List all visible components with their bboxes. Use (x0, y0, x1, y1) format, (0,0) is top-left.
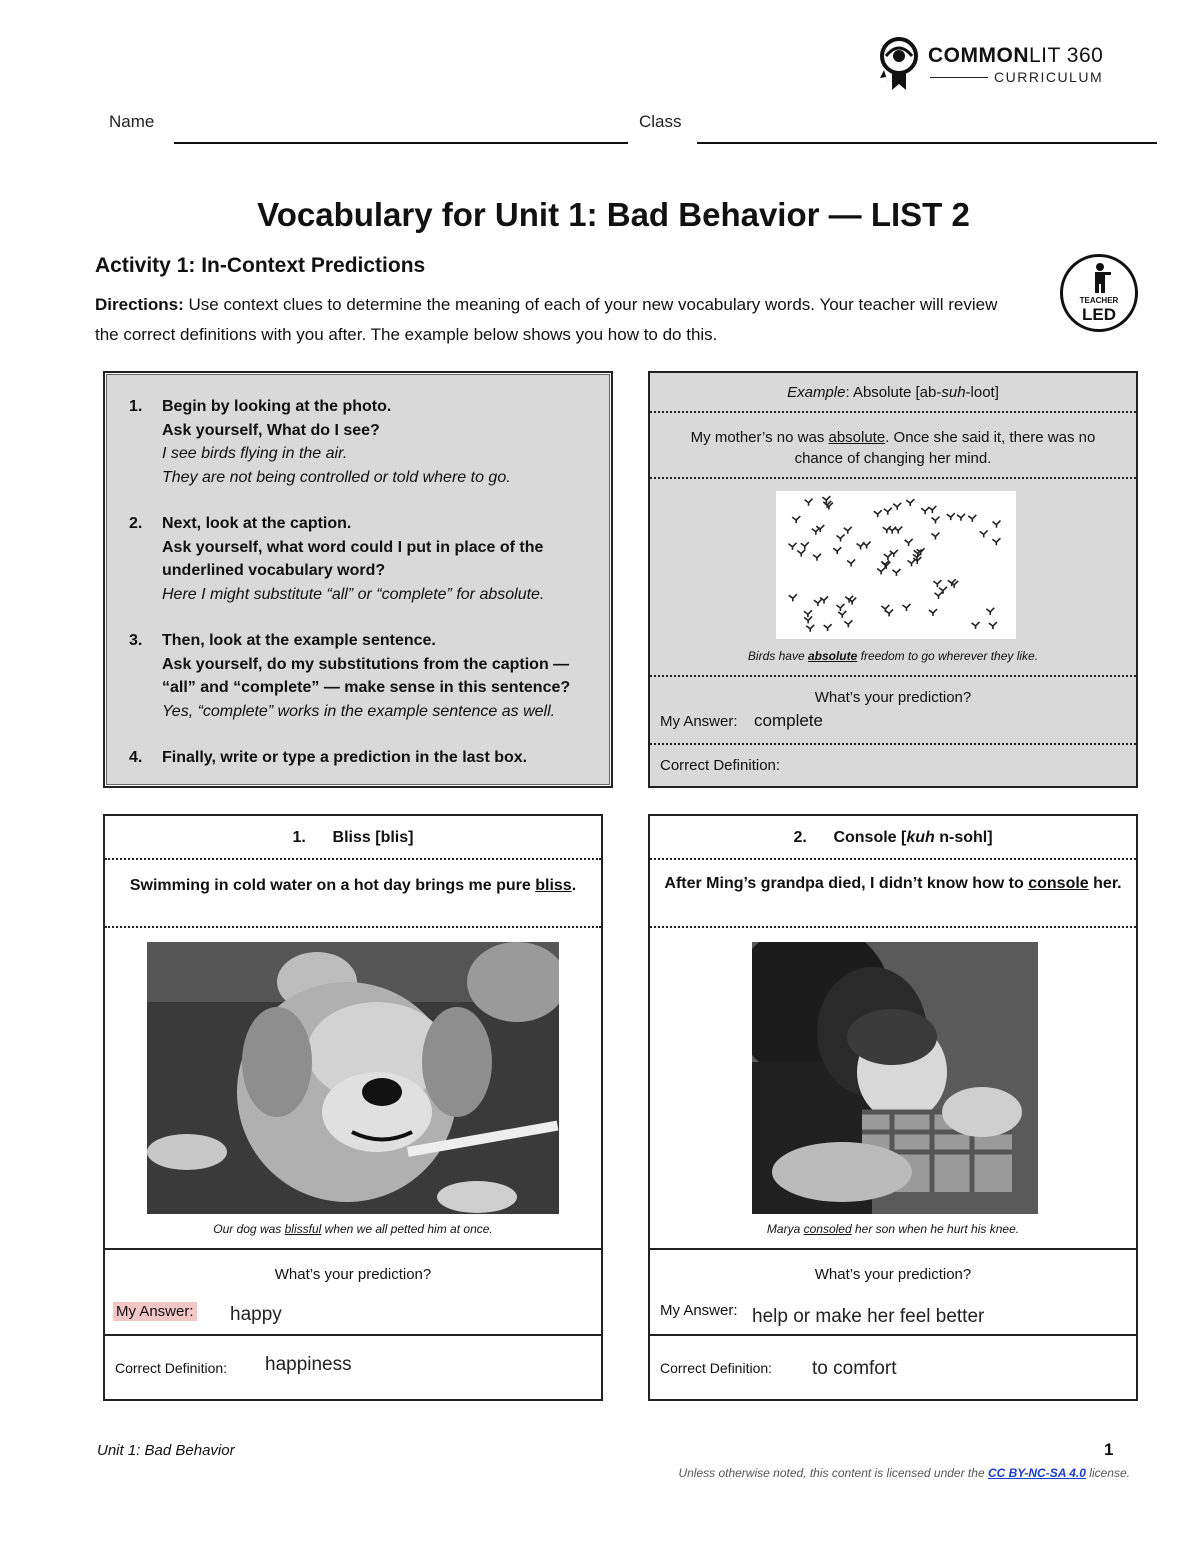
bliss-sentence-word: bliss (535, 877, 572, 894)
bliss-caption-pre: Our dog was (213, 1222, 285, 1236)
bird-silhouette (893, 503, 901, 510)
name-label: Name (109, 112, 155, 131)
bliss-definition-value[interactable]: happiness (265, 1354, 352, 1375)
console-word-a: Console [ (833, 829, 907, 846)
console-word-b: n-sohl] (934, 829, 993, 846)
example-caption (650, 649, 1136, 663)
console-caption (650, 1222, 1136, 1236)
vocab-card-bliss (103, 814, 603, 1401)
console-definition-label: Correct Definition: (660, 1360, 773, 1376)
example-prediction-row (650, 677, 1136, 745)
instruction-line: Here I might substitute “all” or “complete” for absolute. (162, 585, 545, 603)
instruction-line: Then, look at the example sentence. (162, 632, 436, 649)
bliss-caption-word: blissful (284, 1222, 322, 1236)
console-caption-post: her son when he hurt his knee. (851, 1222, 1020, 1236)
directions-text: Use context clues to determine the meaning of each of your new vocabulary words. Your teacher will review the correct definitions with you after. The example below shows you how to do this. (95, 295, 998, 344)
license-note (610, 1466, 1130, 1480)
example-sentence-word: absolute (828, 429, 886, 446)
bird-silhouette (929, 609, 937, 616)
bird-silhouette (986, 608, 994, 615)
instruction-line: underlined vocabulary word? (162, 562, 386, 579)
bird-silhouette (789, 543, 797, 550)
bird-silhouette (824, 624, 832, 631)
bliss-word: Bliss [blis] (332, 829, 414, 846)
bird-silhouette (905, 539, 913, 546)
bird-silhouette (884, 553, 892, 560)
bird-silhouette (931, 517, 939, 524)
bliss-prediction-label: What’s your prediction? (274, 1266, 432, 1283)
instruction-line: Ask yourself, What do I see? (162, 421, 380, 439)
birds-photo (776, 491, 1016, 639)
bliss-sentence (105, 860, 601, 928)
bird-silhouette (947, 513, 955, 520)
example-definition-row (650, 745, 1136, 786)
teacher-figure-icon (1088, 262, 1112, 294)
bliss-sentence-post: . (571, 877, 577, 894)
bird-silhouette (992, 538, 1000, 545)
bird-silhouette (814, 599, 822, 606)
example-caption-post: freedom to go wherever they like. (857, 649, 1039, 663)
logo-wordmark (928, 44, 1103, 68)
bliss-answer-label: My Answer: (113, 1302, 197, 1321)
instruction-line: Ask yourself, what word could I put in place of the (162, 538, 544, 556)
instruction-line: Yes, “complete” works in the example sentence as well. (162, 702, 556, 720)
bird-silhouette (885, 609, 893, 616)
bliss-number: 1. (292, 829, 306, 846)
bird-silhouette (980, 530, 988, 537)
bird-silhouette (804, 610, 812, 617)
console-definition-value[interactable]: to comfort (812, 1358, 897, 1379)
instruction-number: 1. (129, 398, 143, 415)
bird-silhouette (844, 620, 852, 627)
example-sentence-post: . Once she said it, there was no chance of changing her mind. (794, 429, 1096, 467)
bird-silhouette (877, 568, 885, 575)
bird-silhouette (939, 587, 947, 594)
license-pre: Unless otherwise noted, this content is licensed under the (678, 1466, 988, 1480)
logo-common: COMMON (928, 44, 1029, 67)
example-answer-value[interactable]: complete (754, 711, 823, 730)
instruction-line: I see birds flying in the air. (162, 445, 348, 462)
page-number: 1 (1104, 1440, 1114, 1459)
bliss-answer-value[interactable]: happy (230, 1304, 282, 1325)
example-card (648, 371, 1138, 788)
bird-silhouette (789, 594, 797, 601)
bird-silhouette (989, 622, 997, 629)
console-answer-label: My Answer: (660, 1302, 738, 1319)
bird-silhouette (838, 611, 846, 618)
instruction-number: 2. (129, 515, 143, 532)
console-sentence-post: her. (1088, 875, 1122, 892)
license-post: license. (1085, 1466, 1130, 1480)
instruction-line: Next, look at the caption. (162, 515, 352, 532)
bird-silhouette (921, 507, 929, 514)
example-sentence-pre: My mother’s no was (690, 429, 829, 446)
console-caption-word: consoled (803, 1222, 852, 1236)
bird-silhouette (792, 516, 800, 523)
example-caption-word: absolute (807, 649, 858, 663)
example-caption-pre: Birds have (747, 649, 808, 663)
bird-silhouette (892, 569, 900, 576)
bird-silhouette (837, 534, 845, 541)
console-word-i: kuh (906, 829, 935, 846)
name-field[interactable] (174, 142, 628, 144)
bird-silhouette (874, 510, 882, 517)
instruction-line: Finally, write or type a prediction in the last box. (162, 749, 528, 766)
bird-silhouette (844, 527, 852, 534)
example-definition-label: Correct Definition: (660, 757, 781, 774)
mother-son-photo (752, 942, 1038, 1214)
bird-silhouette (847, 559, 855, 566)
console-prediction-row (650, 1250, 1136, 1336)
bird-silhouette (833, 547, 841, 554)
bliss-prediction-row (105, 1250, 601, 1336)
instruction-line: “all” and “complete” — make sense in this sentence? (162, 679, 571, 696)
bird-silhouette (813, 554, 821, 561)
console-caption-pre: Marya (766, 1222, 804, 1236)
bird-silhouette (972, 622, 980, 629)
console-answer-value[interactable]: help or make her feel better (752, 1306, 985, 1327)
console-sentence (650, 860, 1136, 928)
bird-silhouette (906, 499, 914, 506)
example-word-suh: suh (941, 384, 966, 401)
console-definition-row (650, 1336, 1136, 1399)
bird-silhouette (806, 625, 814, 632)
bird-silhouette (928, 506, 936, 513)
activity-heading: Activity 1: In-Context Predictions (95, 254, 426, 277)
instruction-number: 3. (129, 632, 143, 649)
bliss-definition-label: Correct Definition: (115, 1360, 228, 1376)
bird-silhouette (884, 508, 892, 515)
bird-silhouette (805, 499, 813, 506)
page-title: Vocabulary for Unit 1: Bad Behavior — LIST 2 (257, 196, 970, 233)
bird-silhouette (797, 550, 805, 557)
instruction-line: Begin by looking at the photo. (162, 398, 392, 415)
bird-silhouette (888, 527, 896, 534)
dog-photo (147, 942, 559, 1214)
bird-silhouette (931, 533, 939, 540)
vocab-card-console (648, 814, 1138, 1401)
bird-silhouette (907, 559, 915, 566)
example-word-a: : Absolute [ab- (845, 384, 942, 401)
bliss-caption-post: when we all petted him at once. (321, 1222, 493, 1236)
instructions-panel (103, 371, 613, 788)
example-prediction-label: What’s your prediction? (814, 689, 972, 706)
bliss-definition-row (105, 1336, 601, 1399)
footer-unit: Unit 1: Bad Behavior (97, 1442, 235, 1459)
console-sentence-pre: After Ming’s grandpa died, I didn’t know how to (664, 875, 1029, 892)
logo-curriculum: CURRICULUM (994, 69, 1104, 85)
instruction-number: 4. (129, 749, 143, 766)
example-label: Example (787, 384, 846, 401)
bird-silhouette (934, 592, 942, 599)
badge-led-text: LED (1082, 305, 1116, 324)
example-header (650, 373, 1136, 413)
bliss-caption (105, 1222, 601, 1236)
bliss-header (105, 816, 601, 860)
bird-silhouette (801, 542, 809, 549)
commonlit-logo-icon (876, 36, 922, 92)
example-sentence (650, 413, 1136, 479)
bliss-photo-row (105, 928, 601, 1250)
license-link[interactable]: CC BY-NC-SA 4.0 (987, 1466, 1086, 1480)
directions-label: Directions: (95, 295, 184, 314)
logo-divider (930, 77, 988, 78)
instruction-line: Ask yourself, do my substitutions from the caption — (162, 655, 570, 673)
console-sentence-word: console (1028, 875, 1089, 892)
example-answer-label: My Answer: (660, 713, 738, 730)
class-label: Class (639, 112, 682, 131)
bird-silhouette (804, 616, 812, 623)
instruction-line: They are not being controlled or told where to go. (162, 468, 511, 486)
console-header (650, 816, 1136, 860)
bird-silhouette (933, 580, 941, 587)
badge-teacher-text: TEACHER (1079, 296, 1119, 305)
bliss-sentence-pre: Swimming in cold water on a hot day brings me pure (129, 877, 536, 894)
example-photo-row (650, 479, 1136, 677)
bird-silhouette (968, 515, 976, 522)
class-field[interactable] (697, 142, 1157, 144)
bird-silhouette (957, 514, 965, 521)
example-word-end: -loot] (965, 384, 999, 401)
console-number: 2. (793, 829, 807, 846)
console-photo-row (650, 928, 1136, 1250)
bird-silhouette (902, 604, 910, 611)
logo-lit360: LIT 360 (1029, 44, 1104, 67)
console-prediction-label: What’s your prediction? (814, 1266, 972, 1283)
bird-silhouette (857, 542, 865, 549)
bird-silhouette (992, 521, 1000, 528)
directions (95, 290, 1015, 350)
bird-silhouette (836, 604, 844, 611)
